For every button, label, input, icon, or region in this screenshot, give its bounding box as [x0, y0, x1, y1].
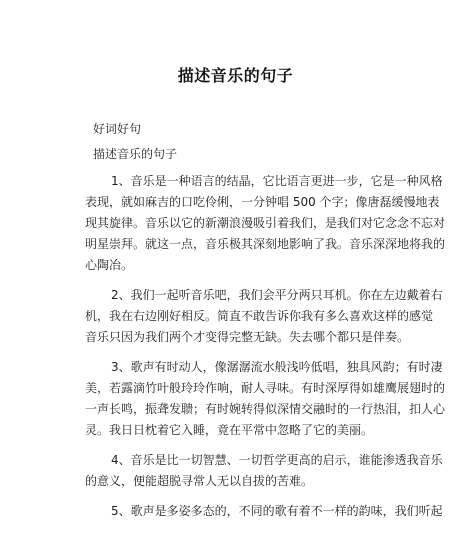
- paragraph-line: 美，若露滴竹叶般玲玲作响，耐人寻味。有时深厚得如雄鹰展翅时的: [85, 381, 446, 395]
- paragraph-5: [85, 501, 443, 522]
- paragraph-line: 4、音乐是比一切智慧、一切哲学更高的启示，谁能渗透我音乐: [111, 453, 443, 467]
- paragraph-3: [85, 357, 446, 441]
- subheading-good-words: 好词好句: [93, 122, 142, 136]
- subheading-music-sentences: 描述音乐的句子: [93, 147, 178, 161]
- paragraph-line: 表现，就如麻吉的口吃伶俐，一分钟唱 500 个字；像唐磊缓慢地表: [85, 195, 440, 209]
- paragraph-1: [85, 171, 446, 276]
- paragraph-line: 3、歌声有时动人，像潺潺流水般浅吟低唱，独具风韵；有时凄: [111, 360, 443, 374]
- paragraph-line: 1、音乐是一种语言的结晶，它比语言更进一步，它是一种风格: [111, 174, 443, 188]
- paragraph-4: [85, 450, 443, 492]
- paragraph-line: 的意义，便能超脱寻常人无以自拔的苦难。: [85, 474, 314, 488]
- paragraph-2: [85, 285, 443, 348]
- paragraph-line: 5、歌声是多姿多态的，不同的歌有着不一样的韵味，我们听起: [111, 504, 443, 518]
- document-body: [85, 121, 446, 531]
- paragraph-line: 2、我们一起听音乐吧，我们会平分两只耳机。你在左边戴着右: [111, 288, 443, 302]
- paragraph-line: 现其旋律。音乐以它的新潮浪漫吸引着我们，是我们对它念念不忘对: [85, 216, 446, 230]
- page-title: 描述音乐的句子: [177, 66, 294, 85]
- paragraph-line: 灵。我日日枕着它入睡，竟在平常中忽略了它的美丽。: [85, 423, 374, 437]
- paragraph-line: 音乐只因为我们两个才变得完整无缺。失去哪个都只是伴奏。: [85, 330, 410, 344]
- paragraph-line: 机，我在右边刚好相反。简直不敢告诉你我有多么喜欢这样的感觉: [85, 309, 434, 323]
- paragraph-line: 心陶冶。: [85, 258, 134, 272]
- paragraph-line: 明星崇拜。就这一点，音乐极其深刻地影响了我。音乐深深地将我的: [85, 237, 446, 251]
- paragraph-line: 一声长鸣，振聋发聩；有时婉转得似深情交融时的一行热泪，扣人心: [85, 402, 446, 416]
